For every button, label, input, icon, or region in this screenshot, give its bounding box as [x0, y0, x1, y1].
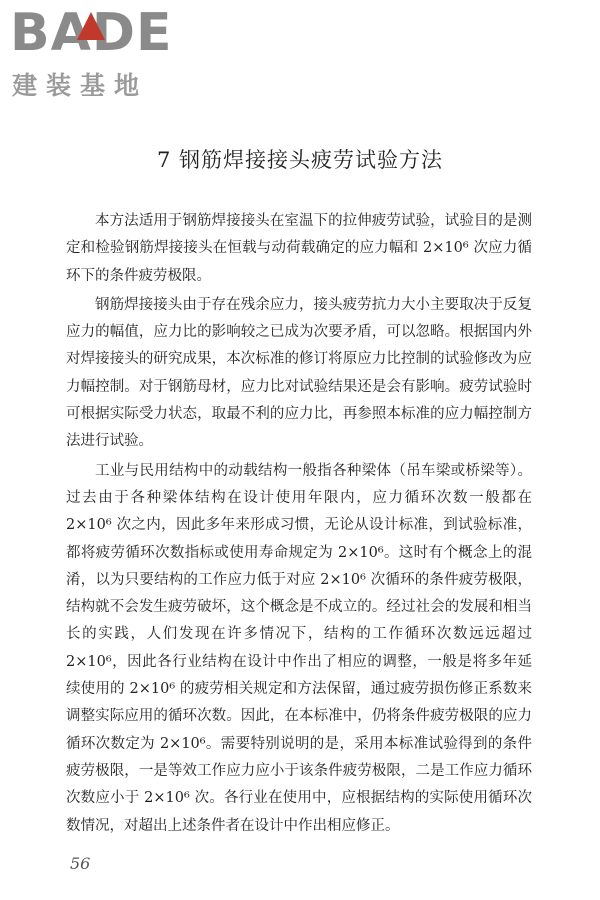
- section-title: 7 钢筋焊接接头疲劳试验方法: [156, 148, 444, 172]
- paragraph-2: 钢筋焊接接头由于存在残余应力，接头疲劳抗力大小主要取决于反复应力的幅值，应力比的影响较之已成为次要矛盾，可以忽略。根据国内外对焊接接头的研究成果，本次标准的修订将原应力比控制的试验修改为应力幅控制。对于钢筋母材，应力比对试验结果还是会有影响。疲劳试验时可根据实际受力状态，取最不利的应力比，再参照本标准的应力幅控制方法进行试验。: [66, 296, 532, 450]
- logo-subtitle: 建装基地: [12, 71, 149, 100]
- paragraph-1: 本方法适用于钢筋焊接接头在室温下的拉伸疲劳试验，试验目的是测定和检验钢筋焊接接头在恒载与动荷载确定的应力幅和 2×10⁶ 次应力循环下的条件疲劳极限。: [66, 213, 532, 284]
- paragraph-3: 工业与民用结构中的动载结构一般指各种梁体（吊车梁或桥梁等）。过去由于各种梁体结构在设计使用年限内，应力循环次数一般都在 2×10⁶ 次之内，因此多年来形成习惯，无论从设计标准，到试验标准，都将疲劳循环次数指标或使用寿命规定为 2×10⁶。这时有个概念上的混淆，以为只要结构的工作应力低于对应 2×10⁶ 次循环的条件疲劳极限，结构就不会发生疲劳破坏，这个概念是不成立的。经过社会的发展和相当长的实践，人们发现在许多情况下，结构的工作循环次数远远超过 2×10⁶，因此各行业结构在设计中作出了相应的调整，一般是将多年延续使用的 2×10⁶ 的疲劳相关规定和方法保留，通过疲劳损伤修正系数来调整实际应用的循环次数。因此，在本标准中，仍将条件疲劳极限的应力循环次数定为 2×10⁶。需要特别说明的是，采用本标准试验得到的条件疲劳极限，一是等效工作应力应小于该条件疲劳极限，二是工作应力循环次数应小于 2×10⁶ 次。各行业在使用中，应根据结构的实际使用循环次数情况，对超出上述条件者在设计中作出相应修正。: [66, 462, 532, 834]
- logo-mark-icon: [77, 12, 105, 40]
- logo-wordmark: BADE: [10, 3, 173, 63]
- brand-logo: [10, 3, 200, 102]
- body-text: [66, 208, 532, 842]
- page-number: 56: [70, 854, 91, 873]
